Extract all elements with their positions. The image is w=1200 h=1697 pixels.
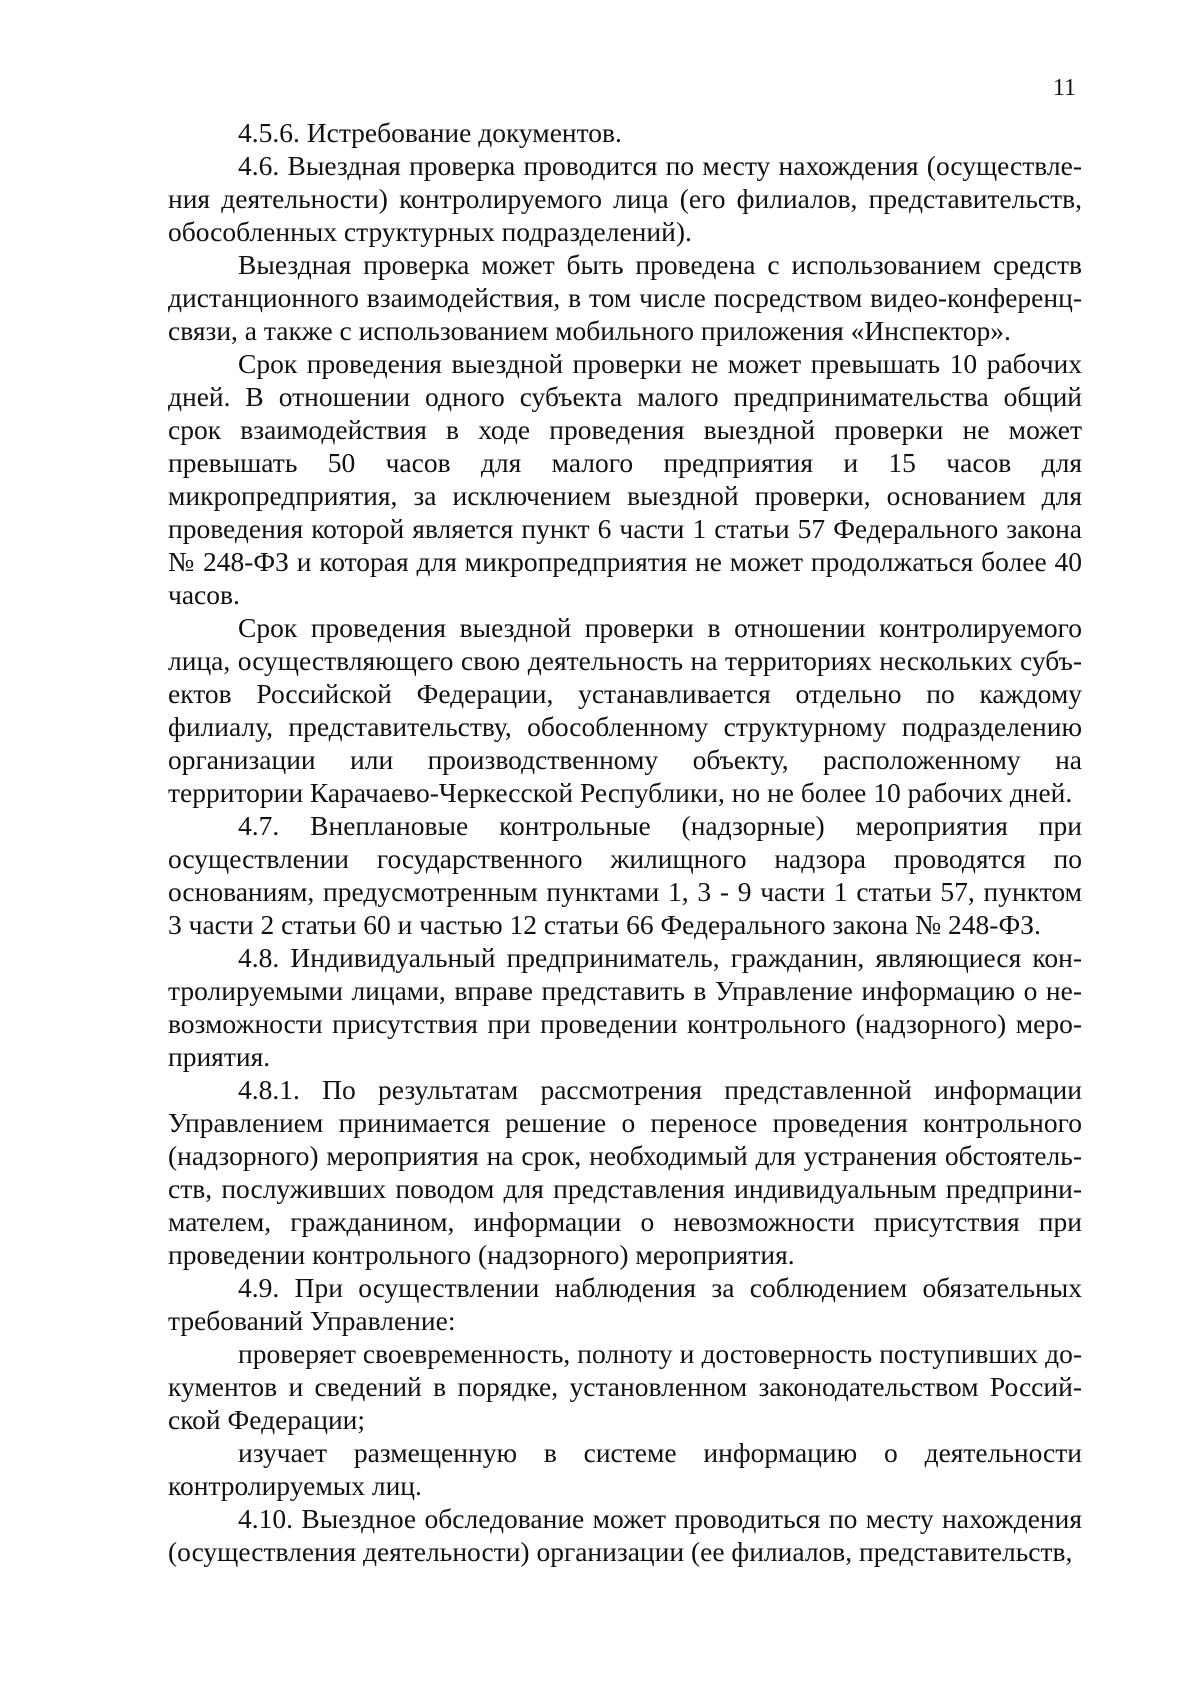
page-number: 11: [1052, 75, 1076, 101]
paragraph-inspection-duration: Срок проведения выездной проверки не может превышать 10 рабочих дней. В отношении одного субъекта малого предпринимательства общий срок взаимодействия в ходе проведения выездной проверки не может превышать 50 часов для малого предприятия и 15 часов для микропредприятия, за исключением выездной проверки, основанием для проведения которой является пункт 6 части 1 статьи 57 Федерального закона № 248-ФЗ и которая для микропредприятия не может продолжаться более 40 часов.: [168, 348, 1082, 610]
paragraph-4-9: 4.9. При осуществлении наблюдения за соблюдением обязательных требований Управление:: [168, 1272, 1082, 1336]
paragraph-4-5-6: 4.5.6. Истребование документов.: [238, 117, 622, 148]
paragraph-studies-information: изучает размещенную в системе информацию о деятельности контролируемых лиц.: [168, 1437, 1082, 1501]
document-body: [168, 116, 1082, 1568]
paragraph-4-7: 4.7. Внеплановые контрольные (надзорные) мероприятия при осуществлении государственного жилищного надзора проводятся по основаниям, предусмотренным пунктами 1, 3 - 9 части 1 статьи 57, пунктом 3 части 2 статьи 60 и частью 12 статьи 66 Федерального закона № 248-ФЗ.: [168, 810, 1082, 940]
paragraph-checks-documents: проверяет своевременность, полноту и достоверность поступивших документов и сведений в порядке, установленном законодательством Российской Федерации;: [168, 1338, 1082, 1435]
paragraph-4-10: 4.10. Выездное обследование может проводиться по месту нахождения (осуществления деятельности) организации (ее филиалов, представительств,: [168, 1503, 1082, 1567]
paragraph-4-8-1: 4.8.1. По результатам рассмотрения представленной информации Управлением принимается решение о переносе проведения контрольного (надзорного) мероприятия на срок, необходимый для устранения обстоятельств, послуживших поводом для представления индивидуальным предпринимателем, гражданином, информации о невозможности присутствия при проведении контрольного (надзорного) мероприятия.: [168, 1074, 1082, 1270]
paragraph-multi-region-duration: Срок проведения выездной проверки в отношении контролируемого лица, осуществляющего свою деятельность на территориях нескольких субъектов Российской Федерации, устанавливается отдельно по каждому филиалу, представительству, обособленному структурному подразделению организации или производственному объекту, расположенному на территории Карачаево-Черкесской Республики, но не более 10 рабочих дней.: [168, 612, 1082, 808]
paragraph-4-8: 4.8. Индивидуальный предприниматель, гражданин, являющиеся контролируемыми лицами, вправе представить в Управление информацию о невозможности присутствия при проведении контрольного (надзорного) мероприятия.: [168, 942, 1082, 1072]
paragraph-remote-interaction: Выездная проверка может быть проведена с использованием средств дистанционного взаимодействия, в том числе посредством видео-конференцсвязи, а также с использованием мобильного приложения «Инспектор».: [168, 249, 1082, 346]
paragraph-4-6: 4.6. Выездная проверка проводится по месту нахождения (осуществления деятельности) контролируемого лица (его филиалов, представительств, обособленных структурных подразделений).: [168, 150, 1082, 247]
